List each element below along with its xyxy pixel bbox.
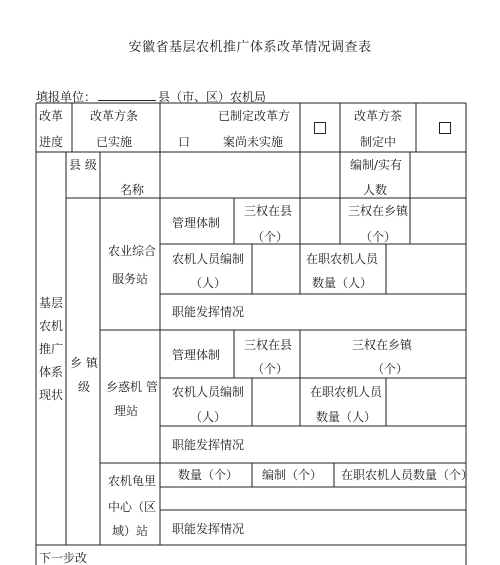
ag-staff-actual-2: 数量（人） xyxy=(312,276,373,290)
center-function-label: 职能发挥情况 xyxy=(172,522,245,536)
center-name-2: 中心（区 xyxy=(108,500,157,514)
ag-county-rights-2: （个） xyxy=(252,230,289,244)
machinery-town-rights: 三权在乡镇 xyxy=(352,338,413,352)
machinery-county-rights: 三权在县 xyxy=(244,338,293,352)
option-implemented-label-2: 已实施 xyxy=(96,135,133,149)
unit-label: 填报单位： xyxy=(36,90,97,104)
unit-suffix: 县（市、区）农机局 xyxy=(158,90,267,104)
option-drafting-label: 改革方茶 xyxy=(354,109,403,123)
option-not-implemented-label: 已制定改革方 xyxy=(218,109,291,123)
county-name-label: 名称 xyxy=(120,183,145,197)
status-label: 基层 农机 推广 体系 现状 xyxy=(39,296,64,402)
county-label: 县 级 xyxy=(69,158,97,172)
ag-staff-quota: 农机人员编制 xyxy=(172,252,245,266)
center-name-3: 域）站 xyxy=(112,524,149,538)
page-title: 安徽省基层农机推广体系改革情况调查表 xyxy=(128,40,372,55)
machinery-county-rights-2: （个） xyxy=(252,362,289,376)
machinery-staff-quota: 农机人员编制 xyxy=(172,385,245,399)
next-step-label: 下一步改 xyxy=(39,551,88,565)
option-drafting-label-2: 制定中 xyxy=(360,135,397,149)
ag-staff-quota-2: （人） xyxy=(190,276,227,290)
center-staff-label: 在职农机人员数量（个） xyxy=(341,468,474,482)
machinery-staff-actual: 在职农机人员 xyxy=(310,385,383,399)
ag-county-rights: 三权在县 xyxy=(244,204,293,218)
option-not-implemented-checkbox[interactable] xyxy=(314,122,326,134)
ag-station-name-2: 服务站 xyxy=(112,272,149,286)
ag-mgmt-label: 管理体制 xyxy=(172,216,221,230)
center-quota-label: 编制（个） xyxy=(262,468,323,482)
option-drafting-checkbox[interactable] xyxy=(439,122,451,134)
ag-town-rights-2: （个） xyxy=(360,230,397,244)
machinery-staff-actual-2: 数量（人） xyxy=(316,410,377,424)
machinery-station-name: 乡惑机 管 xyxy=(106,380,158,394)
county-staffing-label-2: 人数 xyxy=(363,183,388,197)
center-name: 农机龟里 xyxy=(108,474,157,488)
progress-label-1: 改革 xyxy=(39,109,64,123)
machinery-staff-quota-2: （人） xyxy=(190,410,227,424)
machinery-town-rights-2: （个） xyxy=(372,362,409,376)
ag-staff-actual: 在职农机人员 xyxy=(306,252,379,266)
township-label-2: 级 xyxy=(78,380,91,394)
machinery-mgmt-label: 管理体制 xyxy=(172,348,221,362)
ag-function-label: 职能发挥情况 xyxy=(172,305,245,319)
option-not-implemented-label-2: 案尚未实施 xyxy=(223,135,284,149)
center-count-label: 数量（个） xyxy=(178,468,239,482)
machinery-station-name-2: 理站 xyxy=(114,404,139,418)
county-staffing-label: 编制/实有 xyxy=(350,158,403,172)
township-label: 乡 镇 xyxy=(70,356,98,370)
option-implemented-label: 改革方条 xyxy=(90,109,139,123)
option-not-implemented-prefix: 口 xyxy=(178,135,191,149)
progress-label-2: 进度 xyxy=(39,135,64,149)
ag-town-rights: 三权在乡镇 xyxy=(348,204,409,218)
machinery-function-label: 职能发挥情况 xyxy=(172,438,245,452)
ag-station-name: 农业综合 xyxy=(108,244,157,258)
